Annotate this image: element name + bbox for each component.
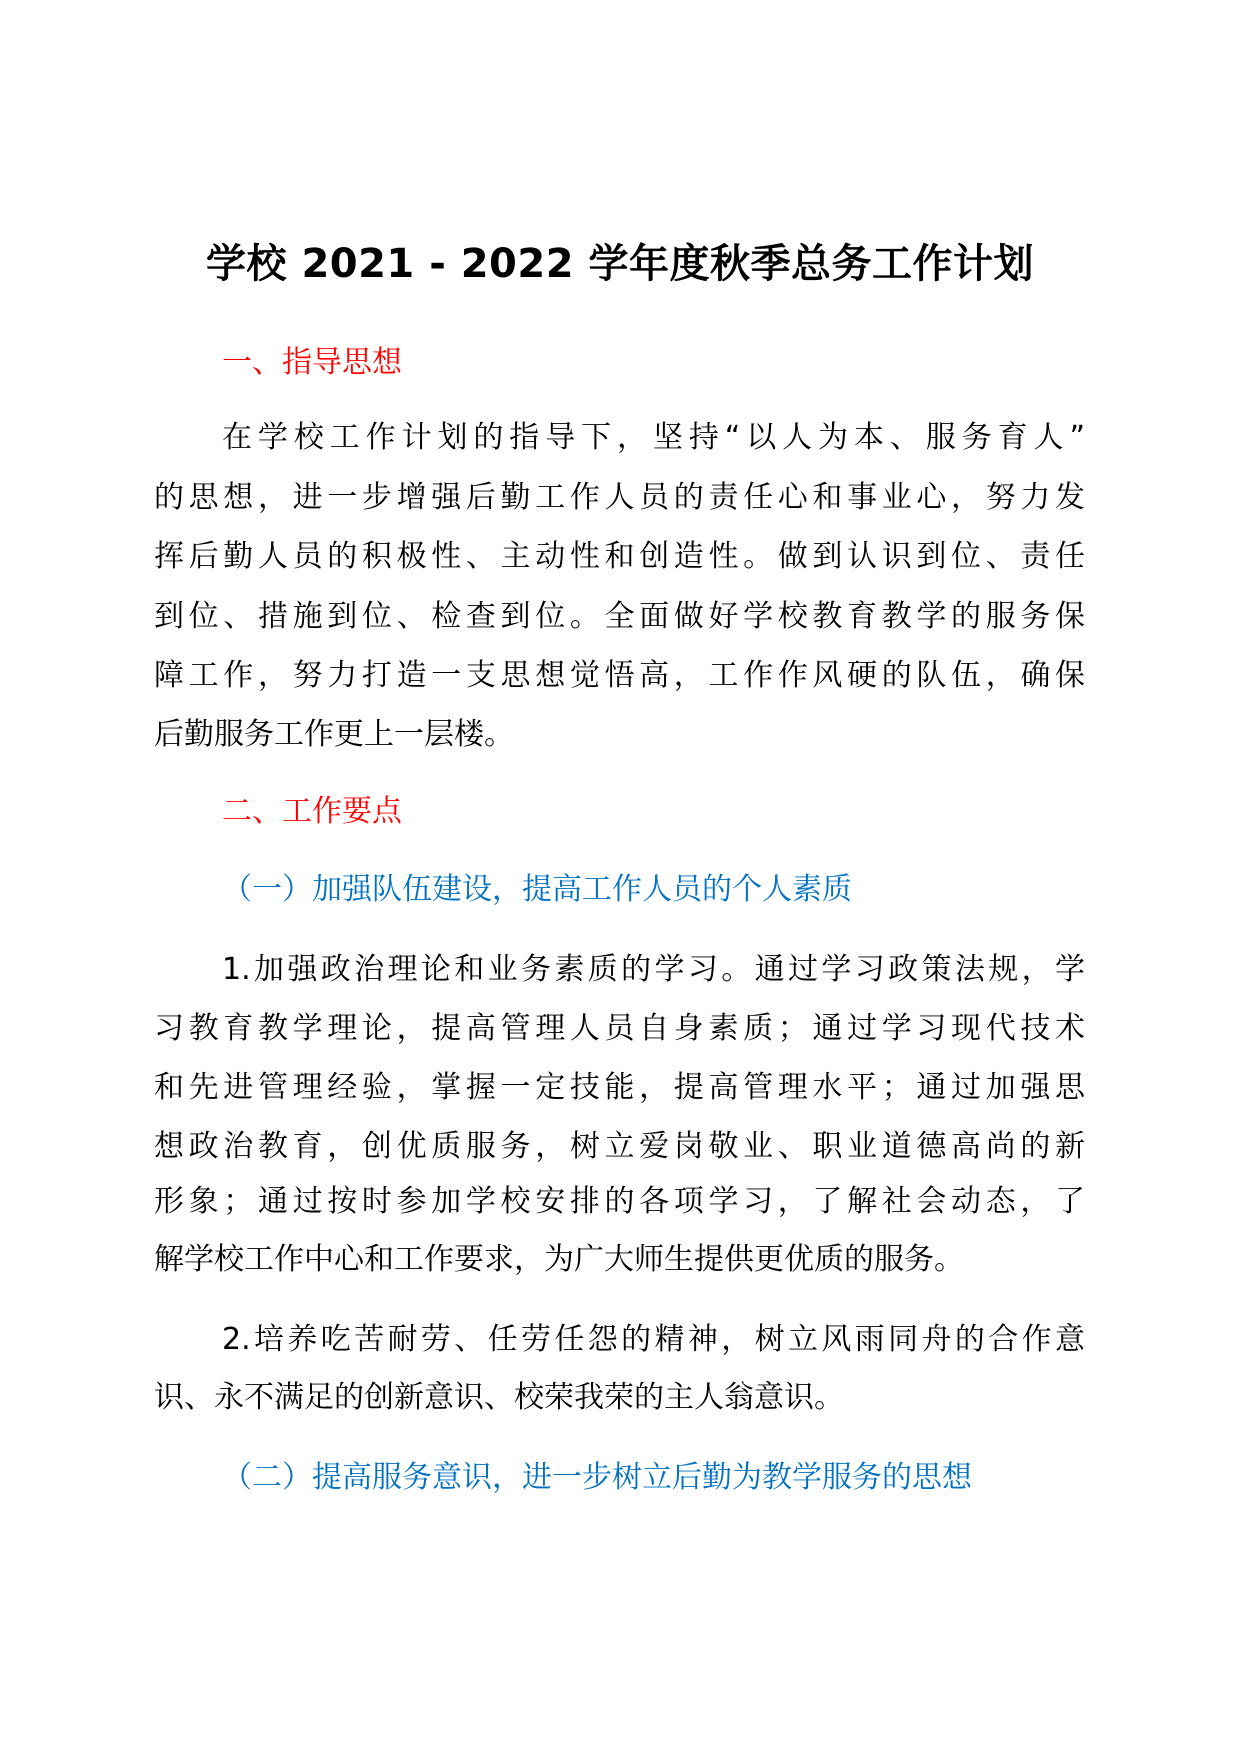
paragraph-line: 形象；通过按时参加学校安排的各项学习，了解社会动态，了 (154, 1184, 1085, 1219)
document-title: 学校 2021 - 2022 学年度秋季总务工作计划 (206, 241, 1034, 287)
paragraph-line: 和先进管理经验，掌握一定技能，提高管理水平；通过加强思 (154, 1070, 1085, 1105)
subsection-heading-service-awareness: （二）提高服务意识，进一步树立后勤为教学服务的思想 (222, 1460, 972, 1495)
paragraph-line: 解学校工作中心和工作要求，为广大师生提供更优质的服务。 (154, 1242, 964, 1277)
paragraph-line: 挥后勤人员的积极性、主动性和创造性。做到认识到位、责任 (154, 539, 1085, 574)
paragraph-line: 1.加强政治理论和业务素质的学习。通过学习政策法规，学 (222, 952, 1085, 987)
paragraph-line: 2.培养吃苦耐劳、任劳任怨的精神，树立风雨同舟的合作意 (222, 1322, 1085, 1357)
paragraph-line: 的思想，进一步增强后勤工作人员的责任心和事业心，努力发 (154, 480, 1085, 515)
paragraph-line: 习教育教学理论，提高管理人员自身素质；通过学习现代技术 (154, 1011, 1085, 1046)
paragraph-line: 想政治教育，创优质服务，树立爱岗敬业、职业道德高尚的新 (154, 1129, 1085, 1164)
section-heading-guiding-ideology: 一、指导思想 (222, 345, 402, 380)
paragraph-line: 识、永不满足的创新意识、校荣我荣的主人翁意识。 (154, 1380, 844, 1415)
paragraph-line: 后勤服务工作更上一层楼。 (154, 717, 514, 752)
paragraph-line: 到位、措施到位、检查到位。全面做好学校教育教学的服务保 (154, 599, 1085, 634)
paragraph-line: 障工作，努力打造一支思想觉悟高，工作作风硬的队伍，确保 (154, 658, 1085, 693)
section-heading-work-points: 二、工作要点 (222, 794, 402, 829)
subsection-heading-team-building: （一）加强队伍建设，提高工作人员的个人素质 (222, 872, 852, 907)
paragraph-line: 在学校工作计划的指导下，坚持“以人为本、服务育人” (222, 420, 1085, 455)
